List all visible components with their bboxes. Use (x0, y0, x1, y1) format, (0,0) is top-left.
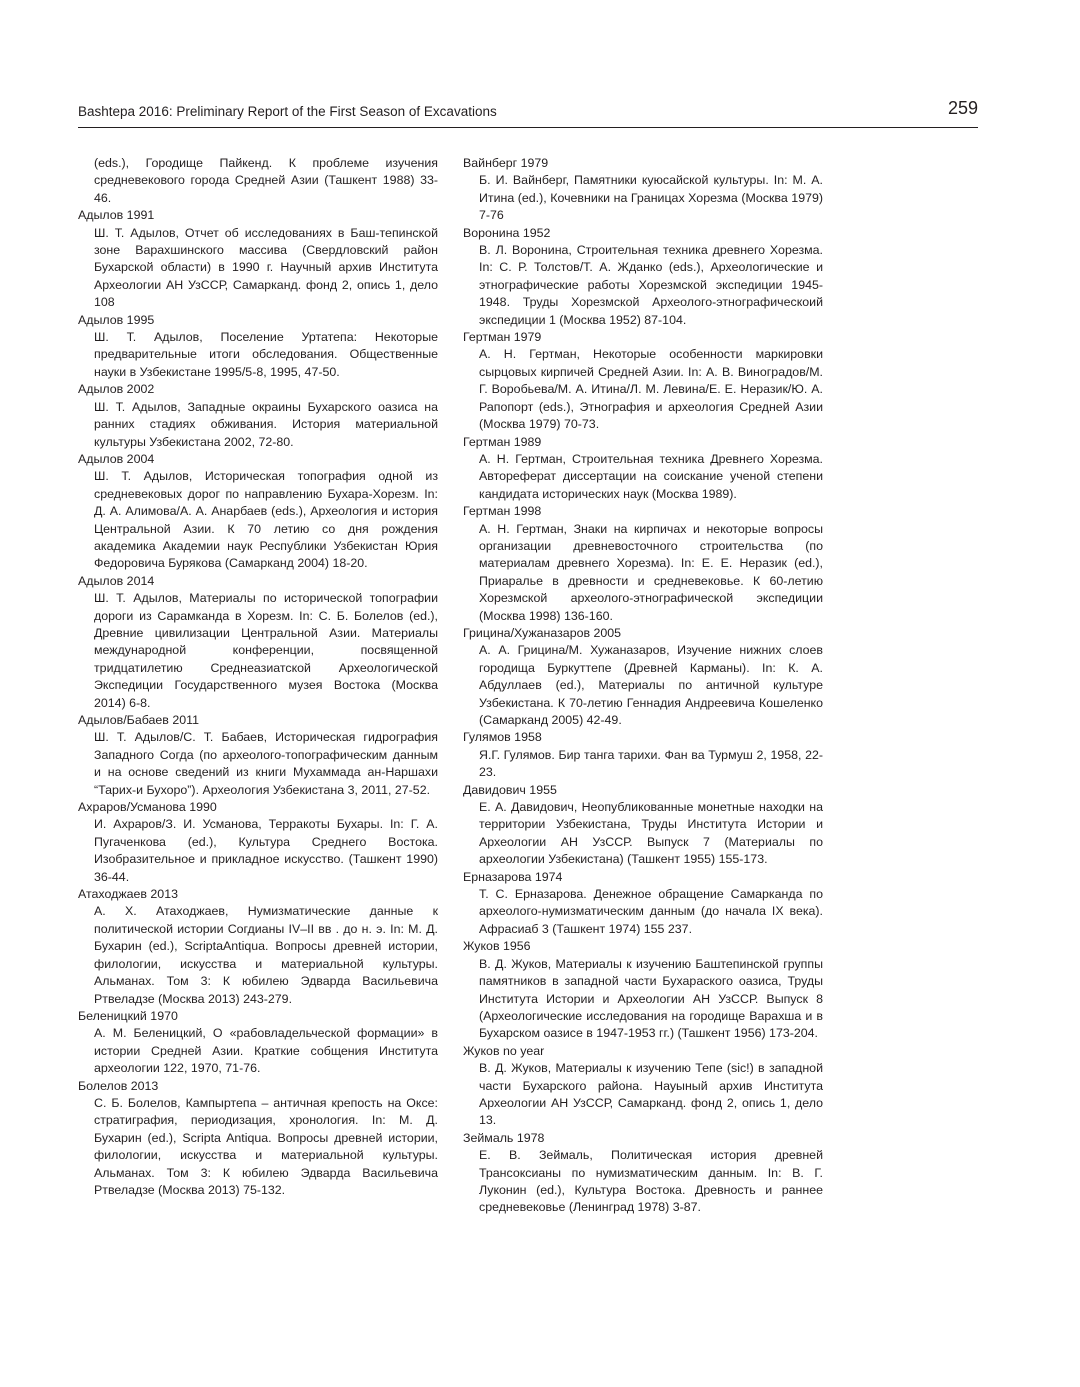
page-number: 259 (947, 98, 978, 118)
entry-reference: А. Н. Гертман, Некоторые особенности маркировки сырцовых кирпичей Средней Азии. In: А. В. Виноградов/М. Г. Воробьева/М. А. Итина/Л. М. Левина/Е. Е. Неразик/Ю. А. Рапопорт (eds.), Этнография и археология Средней Азии (Москва 1979) 70-73. (479, 347, 823, 432)
bibliography-entry (463, 869, 823, 939)
bibliography-entry (463, 938, 823, 1042)
entry-reference: В. Д. Жуков, Материалы к изучению Тепе (sic!) в западной части Бухарского района. Науыный архив Института Археологии АН УзССР, Самарканд. фонд 2, опись 1, дело 13. (479, 1061, 823, 1128)
running-title: Bashtepa 2016: Preliminary Report of the First Season of Excavations (78, 104, 497, 119)
entry-key: Адылов/Бабаев 2011 (78, 713, 199, 727)
entry-key: Давидович 1955 (463, 782, 557, 797)
entry-reference: Е. А. Давидович, Неопубликованные монетные находки на территории Узбекистана, Труды Института Истории и Археологии АН УзССР. Выпуск 7 (Материалы по археологии Узбекистана) (Ташкент 1955) 155-173. (479, 800, 823, 867)
entry-key: Гертман 1998 (463, 504, 542, 519)
entry-reference: Ш. Т. Адылов/С. Т. Бабаев, Историческая гидрография Западного Согда (по археолого-топографическим данным и на основе сведений из книги Мухаммада ан-Наршахи “Тарих-и Бухоро”). Археология Узбекистана 3, 2011, 27-52. (94, 730, 438, 797)
bibliography-entry (463, 1130, 823, 1217)
entry-reference: И. Ахраров/З. И. Усманова, Терракоты Бухары. In: Г. А. Пугаченкова (ed.), Культура Среднего Востока. Изобразительное и прикладное искусство. (Ташкент 1990) 36-44. (94, 817, 438, 884)
entry-reference: В. Л. Воронина, Строительная техника древнего Хорезма. In: С. Р. Толстов/Т. А. Жданко (eds.), Археологические и этнографические работы Хорезмской экспедиции 1945-1948. Труды Хорезмской Археолого-этнографическоий экспедиции 1 (Москва 1952) 87-104. (479, 243, 823, 327)
entry-reference: Е. В. Зеймаль, Политическая история древней Трансоксианы по нумизматическим данным. In: В. Г. Луконин (ed.), Культура Востока. Древность и раннее средневековье (Ленинград 1978) 3-87. (479, 1148, 823, 1215)
entry-key: Грицина/Хужаназаров 2005 (463, 625, 622, 640)
bibliography-entry (463, 729, 823, 781)
entry-reference: А. М. Беленицкий, О «рабовладельческой формации» в истории Средней Азии. Краткие собщения Института археологии 122, 1970, 71-76. (94, 1026, 438, 1076)
bibliography-entry (78, 1008, 438, 1078)
bibliography-entry (463, 503, 823, 625)
entry-reference: Ш. Т. Адылов, Историческая топография одной из средневековых дорог по направлению Бухара-Хорезм. In: Д. А. Алимова/А. А. Анарбаев (eds.), Археология и история Центральной Азии. К 70 летию со дня рождения академика Академии наук Республики Узбекистан Юрия Федоровича Бурякова (Самарканд 2004) 18-20. (94, 469, 438, 571)
entry-key: Адылов 1991 (78, 208, 155, 223)
entry-key: Гертман 1979 (463, 330, 542, 345)
entry-key: Болелов 2013 (78, 1078, 159, 1093)
header-rule (78, 127, 978, 128)
entry-key: Гертман 1989 (463, 434, 542, 449)
entry-key: Ахраров/Усманова 1990 (78, 800, 217, 815)
bibliography-entry (463, 225, 823, 329)
bibliography-entry (78, 1078, 438, 1200)
entry-reference: В. Д. Жуков, Материалы к изучению Баштепинской группы памятников в западной части Бухараского оазиса, Труды Института Истории и Археологии АН УзССР. Выпуск 8 (Археологические исследования на городище Варахша и в Бухарском оазисе в 1947-1953 гг.) (Ташкент 1956) 173-204. (479, 956, 823, 1041)
bibliography-entry (463, 625, 823, 729)
bibliography-entry (463, 329, 823, 433)
entry-reference: Ш. Т. Адылов, Отчет об исследованиях в Баш-тепинской зоне Варахшинского массива (Свердловский район Бухарской области) в 1990 г. Научный архив Института Археологии АН УзССР, Самарканд. фонд 2, опись 1, дело 108 (94, 225, 438, 310)
entry-key: Адылов 2004 (78, 451, 155, 466)
continued-reference: (eds.), Городище Пайкенд. К проблеме изучения средневекового города Средней Азии (Ташкент 1988) 33-46. (94, 156, 438, 205)
bibliography-entry (463, 782, 823, 869)
bibliography-entry (463, 434, 823, 504)
bibliography-entry (463, 1043, 823, 1130)
entry-reference: С. Б. Болелов, Кампыртепа – античная крепость на Оксе: стратиграфия, периодизация, хронология. In: М. Д. Бухарин (ed.), Scripta Antiqua. Вопросы древней истории, филологии, искусства и материальной культуры. Альманах. Том 3: К юбилею Эдварда Васильевича Ртвеладзе (Москва 2013) 75-132. (94, 1095, 438, 1197)
bibliography-right-column (463, 155, 823, 1217)
entry-key: Адылов 2002 (78, 382, 155, 397)
entry-reference: Ш. Т. Адылов, Западные окраины Бухарского оазиса на ранних стадиях обживания. История материальной культуры Узбекистана 2002, 72-80. (94, 399, 438, 449)
entry-key: Зеймаль 1978 (463, 1130, 545, 1145)
entry-reference: Б. И. Вайнберг, Памятники куюсайской культуры. In: М. А. Итина (ed.), Кочевники на Границах Хорезма (Москва 1979) 7-76 (479, 173, 823, 223)
entry-reference: А. Н. Гертман, Знаки на кирпичах и некоторые вопросы организации древневосточного строительства (по материалам древнего Хорезма). In: Е. Е. Неразик (ed.), Приаралье в древности и средневековье. К 60-летию Хорезмской археолого-этнографической экспедиции (Москва 1998) 136-160. (479, 521, 823, 623)
bibliography-entry (78, 712, 438, 799)
entry-reference: Я.Г. Гулямов. Бир танга тарихи. Фан ва Турмуш 2, 1958, 22-23. (479, 747, 823, 780)
entry-reference: А. Х. Атаходжаев, Нумизматические данные к политической истории Согдианы IV–II вв . до н. э. In: М. Д. Бухарин (ed.), ScriptaAntiqua. Вопросы древней истории, филологии, искусства и материальной культуры. Альманах. Том 3: К юбилею Эдварда Васильевича Ртвеладзе (Москва 2013) 243-279. (94, 904, 438, 1006)
entry-key: Вайнберг 1979 (463, 156, 549, 170)
bibliography-entry (78, 799, 438, 886)
entry-key: Атаходжаев 2013 (78, 887, 178, 902)
entry-reference: Ш. Т. Адылов, Материалы по исторической топографии дороги из Сарамканда в Хорезм. In: С. Б. Болелов (ed.), Древние цивилизации Центральной Азии. Материалы международной конференции, посвященной тридцатилетию Среднеазиатской Археологической Экспедиции Государственного музея Востока (Москва 2014) 6-8. (94, 591, 438, 710)
bibliography-entry (78, 451, 438, 573)
entry-key: Жуков 1956 (463, 939, 531, 954)
bibliography-entry (463, 155, 823, 225)
entry-reference: А. А. Грицина/М. Хужаназаров, Изучение нижних слоев городища Буркуттепе (Древней Карманы). In: К. А. Абдуллаев (ed.), Материалы по античной культуре Узбекистана. К 70-летию Геннадия Андреевича Кошеленко (Самарканд 2005) 42-49. (479, 643, 823, 727)
bibliography-left-column (78, 155, 438, 1199)
bibliography-entry (78, 573, 438, 712)
entry-key: Адылов 1995 (78, 312, 155, 327)
entry-key: Жуков no year (463, 1043, 545, 1058)
running-header (78, 98, 978, 123)
entry-key: Беленицкий 1970 (78, 1008, 178, 1023)
entry-key: Воронина 1952 (463, 225, 551, 240)
entry-reference: Ш. Т. Адылов, Поселение Уртатепа: Некоторые предварительные итоги обследования. Общественные науки в Узбекистане 1995/5-8, 1995, 47-50. (94, 330, 438, 379)
entry-key: Гулямов 1958 (463, 730, 542, 745)
bibliography-entry (78, 312, 438, 382)
entry-reference: А. Н. Гертман, Строительная техника Древнего Хорезма. Автореферат диссертации на соискание ученой степени кандидата исторических наук (Москва 1989). (479, 451, 823, 501)
entry-reference: Т. С. Ерназарова. Денежное обращение Самарканда по археолого-нумизматическим данным (до начала IX века). Афрасиаб 3 (Ташкент 1974) 155 237. (479, 887, 823, 936)
bibliography-entry (78, 886, 438, 1008)
bibliography-entry (78, 381, 438, 451)
entry-key: Адылов 2014 (78, 573, 155, 588)
entry-key: Ерназарова 1974 (463, 869, 563, 884)
bibliography-entry (78, 207, 438, 311)
